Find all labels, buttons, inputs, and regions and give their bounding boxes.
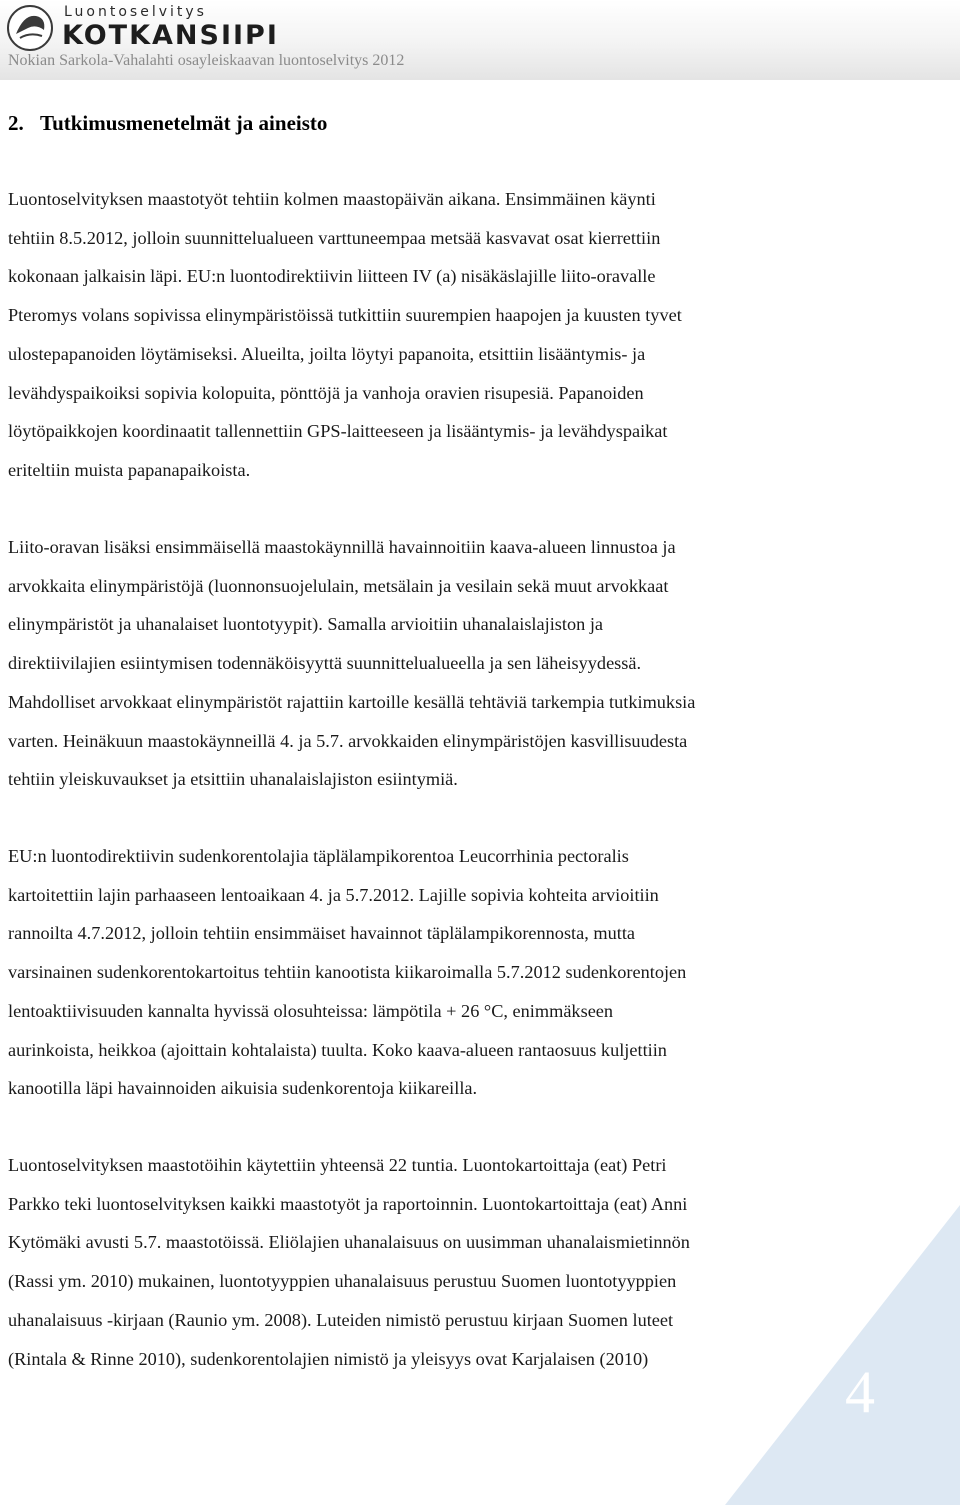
logo-wordmark: KOTKANSIIPI: [62, 20, 279, 51]
text-line: Liito-oravan lisäksi ensimmäisellä maastokäynnillä havainnoitiin kaava-alueen linnustoa ja: [8, 537, 676, 557]
text-line: Kytömäki avusti 5.7. maastotöissä. Eliölajien uhanalaisuus on uusimman uhanalaismietinnön: [8, 1232, 690, 1253]
text-line: (Rassi ym. 2010) mukainen, luontotyyppien uhanalaisuus perustuu Suomen luontotyyppien: [8, 1271, 677, 1292]
page-corner-decoration: [725, 1205, 960, 1505]
eagle-logo-icon: [6, 4, 54, 52]
text-line: Parkko teki luontoselvityksen kaikki maastotyöt ja raportoinnin. Luontokartoittaja (eat) Anni: [8, 1193, 688, 1214]
text-line: Luontoselvityksen maastotöihin käytettiin yhteensä 22 tuntia. Luontokartoittaja (eat) Petri: [8, 1155, 667, 1175]
text-line: Luontoselvityksen maastotyöt tehtiin kolmen maastopäivän aikana. Ensimmäinen käynti: [8, 189, 656, 209]
text-line: tehtiin 8.5.2012, jolloin suunnittelualueen varttuneempaa metsää kasvavat osat kierrettiin: [8, 227, 661, 248]
text-line: eriteltiin muista papanapaikoista.: [8, 459, 251, 480]
paragraph-habitats: [8, 528, 908, 799]
text-line: rannoilta 4.7.2012, jolloin tehtiin ensimmäiset havainnot täplälampikorennosta, mutta: [8, 923, 636, 944]
text-line: elinympäristöt ja uhanalaiset luontotyypit). Samalla arvioitiin uhanalaislajiston ja: [8, 614, 604, 635]
paragraph-methods: [8, 180, 908, 490]
text-line: löytöpaikkojen koordinaatit tallennettiin GPS-laitteeseen ja lisääntymis- ja levähdyspaikat: [8, 421, 668, 442]
text-line: ulostepapanoiden löytämiseksi. Alueilta, joilta löytyi papanoita, etsittiin lisääntymis- ja: [8, 343, 646, 364]
text-line: Pteromys volans sopivissa elinympäristöissä tutkittiin suurempien haapojen ja kuusten tyvet: [8, 305, 682, 326]
text-line: Mahdolliset arvokkaat elinympäristöt rajattiin kartoille kesällä tehtäviä tarkempia tutkimuksia: [8, 691, 696, 712]
text-line: varten. Heinäkuun maastokäynneillä 4. ja 5.7. arvokkaiden elinympäristöjen kasvillisuudesta: [8, 730, 688, 751]
document-subtitle: Nokian Sarkola-Vahalahti osayleiskaavan luontoselvitys 2012: [8, 52, 405, 69]
paragraph-dragonflies: [8, 837, 908, 1108]
logo-tagline: Luontoselvitys: [64, 4, 207, 20]
text-line: kokonaan jalkaisin läpi. EU:n luontodirektiivin liitteen IV (a) nisäkäslajille liito-oravalle: [8, 266, 656, 287]
section-heading: [8, 111, 327, 136]
text-line: aurinkoista, heikkoa (ajoittain kohtalaista) tuulta. Koko kaava-alueen rantaosuus kuljettiin: [8, 1039, 667, 1060]
page-header: [0, 0, 960, 80]
text-line: varsinainen sudenkorentokartoitus tehtiin kanootista kiikaroimalla 5.7.2012 sudenkorentojen: [8, 962, 687, 983]
text-line: kartoitettiin lajin parhaaseen lentoaikaan 4. ja 5.7.2012. Lajille sopivia kohteita arvioitiin: [8, 884, 659, 905]
section-title: Tutkimusmenetelmät ja aineisto: [40, 111, 328, 135]
text-line: (Rintala & Rinne 2010), sudenkorentolajien nimistö ja yleisyys ovat Karjalaisen (2010): [8, 1348, 649, 1369]
text-line: direktiivilajien esiintymisen todennäköisyyttä suunnittelualueella ja sen läheisyydessä.: [8, 653, 642, 674]
text-line: arvokkaita elinympäristöjä (luonnonsuojelulain, metsälain ja vesilain sekä muut arvokkaat: [8, 575, 669, 596]
text-line: kanootilla läpi havainnoiden aikuisia sudenkorentoja kiikareilla.: [8, 1078, 478, 1099]
section-number: 2.: [8, 111, 24, 135]
text-line: tehtiin yleiskuvaukset ja etsittiin uhanalaislajiston esiintymiä.: [8, 769, 458, 790]
page-number: 4: [845, 1359, 875, 1425]
text-line: levähdyspaikoiksi sopivia kolopuita, pönttöjä ja vanhoja oravien risupesiä. Papanoiden: [8, 382, 644, 403]
text-line: uhanalaisuus -kirjaan (Raunio ym. 2008). Luteiden nimistö perustuu kirjaan Suomen luteet: [8, 1309, 674, 1330]
text-line: EU:n luontodirektiivin sudenkorentolajia täplälampikorentoa Leucorrhinia pectoralis: [8, 846, 629, 866]
text-line: lentoaktiivisuuden kannalta hyvissä olosuhteissa: lämpötila + 26 °C, enimmäkseen: [8, 1000, 614, 1021]
